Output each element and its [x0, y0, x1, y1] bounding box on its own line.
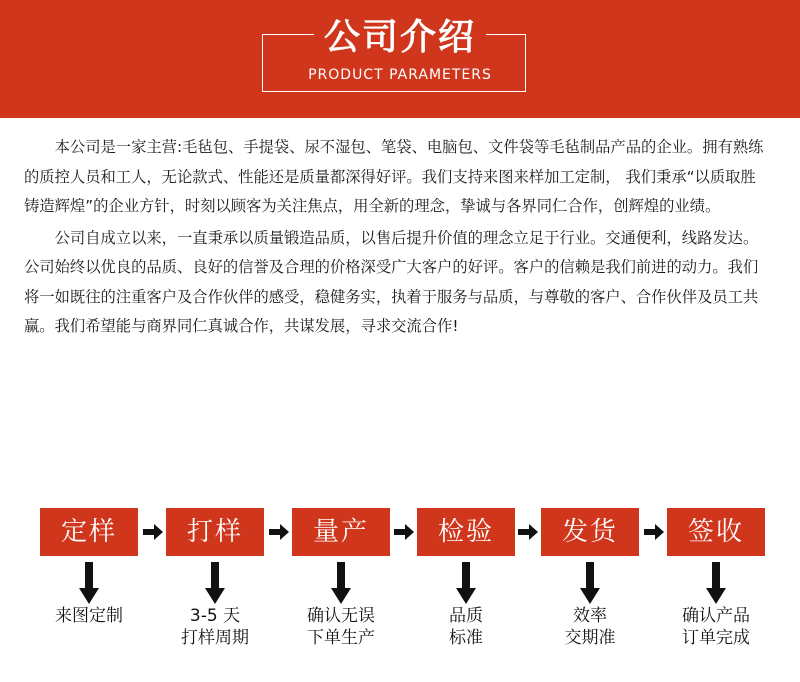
process-steps	[0, 508, 800, 682]
step-caption-line-1: 效率	[573, 606, 607, 626]
step-caption-line-1: 确认产品	[682, 606, 750, 626]
step-caption	[20, 605, 158, 627]
down-arrow-icon	[456, 562, 476, 604]
step-inspection	[417, 508, 515, 648]
right-arrow-icon	[518, 524, 538, 540]
step-caption	[647, 605, 785, 649]
step-caption	[272, 605, 410, 649]
down-arrow-icon	[706, 562, 726, 604]
step-caption	[397, 605, 535, 649]
step-caption-line-1: 来图定制	[55, 606, 123, 626]
right-arrow-icon	[644, 524, 664, 540]
step-caption-line-1: 确认无误	[307, 606, 375, 626]
step-caption	[521, 605, 659, 649]
down-arrow-icon	[580, 562, 600, 604]
step-caption-line-1: 品质	[449, 606, 483, 626]
step-label: 量产	[292, 508, 390, 556]
step-shipping	[541, 508, 639, 648]
step-label: 定样	[40, 508, 138, 556]
step-label: 签收	[667, 508, 765, 556]
right-arrow-icon	[269, 524, 289, 540]
header-banner	[0, 0, 800, 118]
down-arrow-icon	[79, 562, 99, 604]
page-title-text: 公司介绍	[314, 17, 486, 58]
step-mass-production	[292, 508, 390, 648]
step-caption	[146, 605, 284, 649]
intro-paragraph-2: 公司自成立以来，一直秉承以质量锻造品质，以售后提升价值的理念立足于行业。交通便利，线路发达。公司始终以优良的品质、良好的信誉及合理的价格深受广大客户的好评。客户的信赖是我们前进的动力。我们将一如既往的注重客户及合作伙伴的感受，稳健务实，执着于服务与品质，与尊敬的客户、合作伙伴及员工共赢。我们希望能与商界同仁真诚合作，共谋发展，寻求交流合作!	[24, 228, 759, 335]
step-caption-line-2: 订单完成	[682, 628, 750, 648]
step-label: 发货	[541, 508, 639, 556]
step-caption-line-2: 打样周期	[181, 628, 249, 648]
step-caption-line-2: 标准	[449, 628, 483, 648]
right-arrow-icon	[394, 524, 414, 540]
right-arrow-icon	[143, 524, 163, 540]
step-sample-confirm	[40, 508, 138, 626]
down-arrow-icon	[205, 562, 225, 604]
page-title	[0, 18, 800, 58]
company-intro	[24, 133, 764, 342]
page-subtitle: PRODUCT PARAMETERS	[308, 67, 492, 83]
intro-paragraph-1: 本公司是一家主营:毛毡包、手提袋、尿不湿包、笔袋、电脑包、文件袋等毛毡制品产品的企业。拥有熟练的质控人员和工人，无论款式、性能还是质量都深得好评。我们支持来图来样加工定制， 我们秉承“以质取胜铸造辉煌”的企业方针，时刻以顾客为关注焦点，用全新的理念，挚诚与各界同仁合作，创辉煌的业绩。	[24, 138, 764, 215]
step-sign-for	[667, 508, 765, 648]
step-caption-line-2: 交期准	[564, 628, 616, 648]
step-sampling	[166, 508, 264, 648]
down-arrow-icon	[331, 562, 351, 604]
step-label: 检验	[417, 508, 515, 556]
step-label: 打样	[166, 508, 264, 556]
step-caption-line-2: 下单生产	[307, 628, 375, 648]
step-caption-line-1: 3-5 天	[189, 606, 241, 626]
